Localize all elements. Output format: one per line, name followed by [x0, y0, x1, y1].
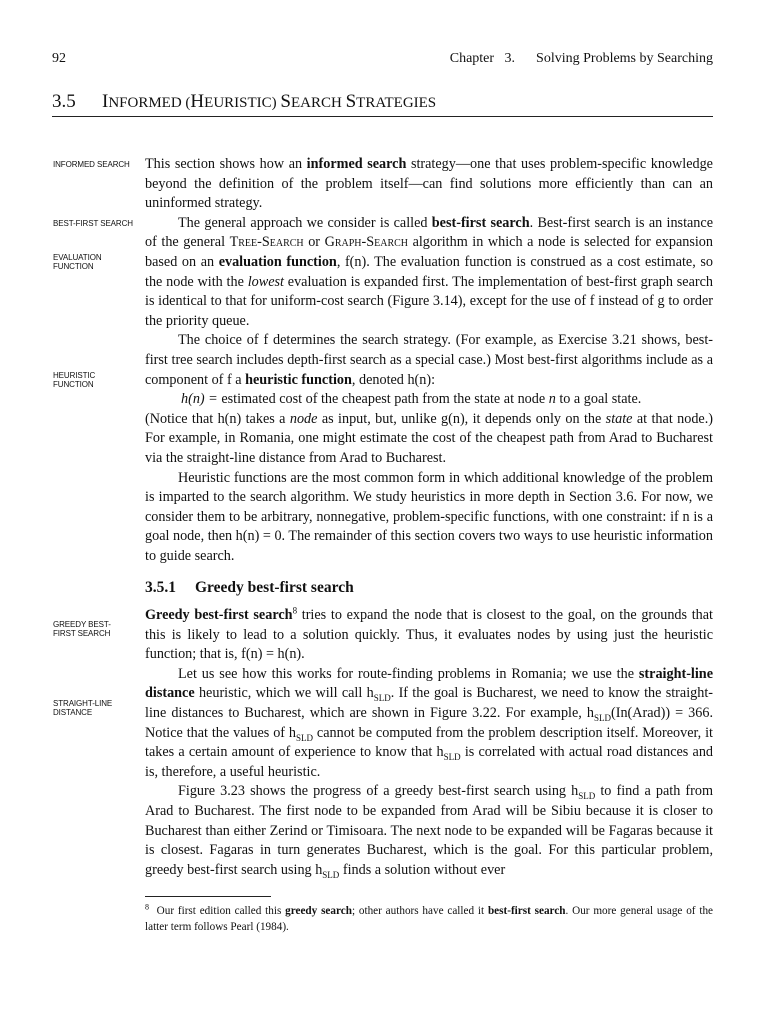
- paragraph-notice: (Notice that h(n) takes a node as input, but, unlike g(n), it depends only on the state at that node.) For example, in Romania, one might estimate the cost of the cheapest path from Arad to Bucharest via the straight-line distance from Arad to Bucharest.: [145, 410, 713, 466]
- footnote-rule: [145, 896, 271, 897]
- margin-note-best-first-search: BEST-FIRST SEARCH: [53, 219, 133, 228]
- footnote: $^8$ Our first edition called this greedy search; other authors have called it best-first search. Our more general usage of the latter term follows Pearl (1984).: [145, 902, 714, 933]
- margin-note-evaluation-function: EVALUATION FUNCTION: [53, 253, 102, 271]
- body-text: [145, 155, 713, 880]
- page-number: 92: [52, 51, 66, 66]
- page-header: [52, 51, 713, 71]
- section-number: 3.5: [52, 91, 76, 112]
- paragraph-choice-of-f: The choice of f determines the search strategy. (For example, as Exercise 3.21 shows, best-first tree search includes depth-first search as a special case.) Most best-first algorithms include as a component of f a heuristic function, denoted h(n):: [145, 332, 713, 388]
- section-heading: 3.5 INFORMED (HEURISTIC) SEARCH STRATEGIES: [52, 91, 713, 117]
- subsection-heading: 3.5.1 Greedy best-first search: [145, 579, 354, 597]
- running-head: Chapter 3. Solving Problems by Searching: [449, 51, 713, 66]
- margin-note-heuristic-function: HEURISTIC FUNCTION: [53, 371, 96, 389]
- footnote-ref: 8: [292, 605, 298, 616]
- margin-note-straight-line-distance: STRAIGHT-LINE DISTANCE: [53, 699, 113, 717]
- paragraph-figure-3-23: Figure 3.23 shows the progress of a greedy best-first search using $h_{SLD}$ to find a path from Arad to Bucharest. The first node to be expanded from Arad will be Sibiu because it is closer to Bucharest than either Zerind or Timisoara. The next node to be expanded will be Fagaras because it is closest. Fagaras in turn generates Bucharest, which is the goal. For this particular problem, greedy best-first search using $h_{SLD}$ finds a solution without ever: [145, 783, 713, 880]
- paragraph-best-first: The general approach we consider is called best-first search. Best-first search is an instance of the general Tree-Search or Graph-Search algorithm in which a node is selected for expansion based on an evaluation function, f(n). The evaluation function is construed as a cost estimate, so the node with the lowest evaluation is expanded first. The implementation of best-first graph search is identical to that for uniform-cost search (Figure 3.14), except for the use of f instead of g to order the priority queue.: [145, 214, 713, 329]
- margin-note-informed-search: INFORMED SEARCH: [53, 160, 130, 169]
- equation-heuristic: h(n) = estimated cost of the cheapest path from the state at node n to a goal state.: [181, 391, 642, 408]
- paragraph-heuristic-functions: Heuristic functions are the most common form in which additional knowledge of the problem is imparted to the search algorithm. We study heuristics in more depth in Section 3.6. For now, we consider them to be arbitrary, nonnegative, problem-specific functions, with one constraint: if n is a goal node, then h(n) = 0. The remainder of this section covers two ways to use heuristic information to guide search.: [145, 469, 713, 564]
- paragraph-informed-search: This section shows how an informed search strategy—one that uses problem-specific knowledge beyond the definition of the problem itself—can find solutions more efficiently than can an uninformed strategy.: [145, 156, 713, 212]
- margin-note-greedy-best-first-search: GREEDY BEST-FIRST SEARCH: [53, 620, 111, 638]
- paragraph-greedy: Greedy best-first search$^8$ tries to expand the node that is closest to the goal, on the grounds that this is likely to lead to a solution quickly. Thus, it evaluates nodes by using just the heuristic function; that is, f(n) = h(n).: [145, 605, 714, 663]
- paragraph-straight-line: Let us see how this works for route-finding problems in Romania; we use the straight-line distance heuristic, which we will call $h_{SLD}$. If the goal is Bucharest, we need to know the straight-line distances to Bucharest, which are shown in Figure 3.22. For example, $h_{SLD}(In(Arad)) = 366$. Notice that the values of $h_{SLD}$ cannot be computed from the problem description itself. Moreover, it takes a certain amount of experience to know that $h_{SLD}$ is correlated with actual road distances and is, therefore, a useful heuristic.: [145, 665, 714, 780]
